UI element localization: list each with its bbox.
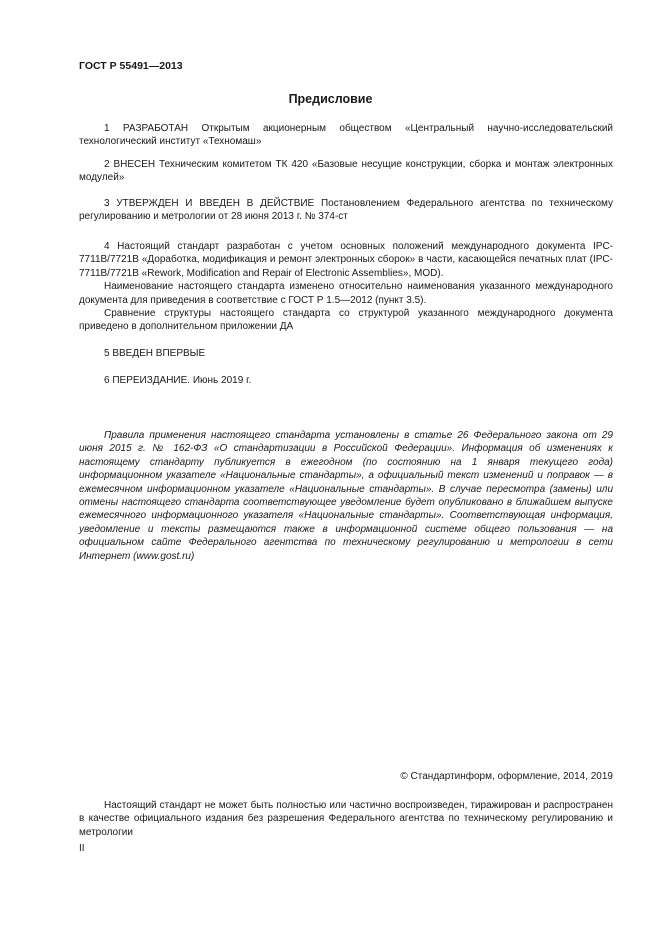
item-3 — [79, 197, 613, 224]
item-6 — [79, 374, 613, 387]
item-4-structure-comparison: Сравнение структуры настоящего стандарта со структурой указанного международного документа приведено в дополнительном приложении ДА — [79, 308, 613, 333]
item-4-name-change: Наименование настоящего стандарта изменено относительно наименования указанного международного документа для приведения в соответствие с ГОСТ Р 1.5—2012 (пункт 3.5). — [79, 281, 613, 306]
item-1-text: 1 РАЗРАБОТАН Открытым акционерным обществом «Центральный научно-исследовательский технологический институт «Техномаш» — [79, 123, 613, 148]
item-5 — [79, 347, 613, 360]
item-1 — [79, 122, 613, 149]
page-title: Предисловие — [288, 92, 373, 106]
page-number: II — [79, 843, 85, 854]
item-4-text: 4 Настоящий стандарт разработан с учетом основных положений международного документа IPC-7711В/7721В «Доработка, модификация и ремонт электронных сборок» в части, касающейся печатных плат (IPC-7711В/7721В «Rework, Modification and Repair of Electronic Assemblies», MOD). — [79, 241, 613, 279]
item-2 — [79, 158, 613, 185]
notice-text: Правила применения настоящего стандарта установлены в статье 26 Федерального закона от 29 июня 2015 г. № 162-ФЗ «О стандартизации в Российской Федерации». Информация об изменениях к настоящему стандарту публикуется в ежегодном (по состоянию на 1 января текущего года) информационном указателе «Национальные стандарты», а официальный текст изменений и поправок — в ежемесячном информационном указателе «Национальные стандарты». В случае пересмотра (замены) или отмены настоящего стандарта соответствующее уведомление будет опубликовано в ближайшем выпуске ежемесячного информационного указателя «Национальные стандарты». Соответствующая информация, уведомление и тексты размещаются также в информационной системе общего пользования — на официальном сайте Федерального агентства по техническому регулированию и метрологии в сети Интернет (www.gost.ru) — [79, 430, 613, 562]
item-6-text: 6 ПЕРЕИЗДАНИЕ. Июнь 2019 г. — [104, 375, 252, 386]
application-rules-notice — [79, 429, 613, 563]
item-3-text: 3 УТВЕРЖДЕН И ВВЕДЕН В ДЕЙСТВИЕ Постановлением Федерального агентства по техническому регулированию и метрологии от 28 июня 2013 г. № 374-ст — [79, 198, 613, 223]
document-code: ГОСТ Р 55491—2013 — [79, 60, 183, 72]
item-2-text: 2 ВНЕСЕН Техническим комитетом ТК 420 «Базовые несущие конструкции, сборка и монтаж электронных модулей» — [79, 159, 613, 184]
item-4 — [79, 240, 613, 334]
reproduction-text: Настоящий стандарт не может быть полностью или частично воспроизведен, тиражирован и распространен в качестве официального издания без разрешения Федерального агентства по техническому регулированию и метрологии — [79, 800, 613, 838]
copyright-line: © Стандартинформ, оформление, 2014, 2019 — [400, 771, 613, 782]
reproduction-notice — [79, 799, 613, 839]
item-5-text: 5 ВВЕДЕН ВПЕРВЫЕ — [104, 348, 206, 359]
